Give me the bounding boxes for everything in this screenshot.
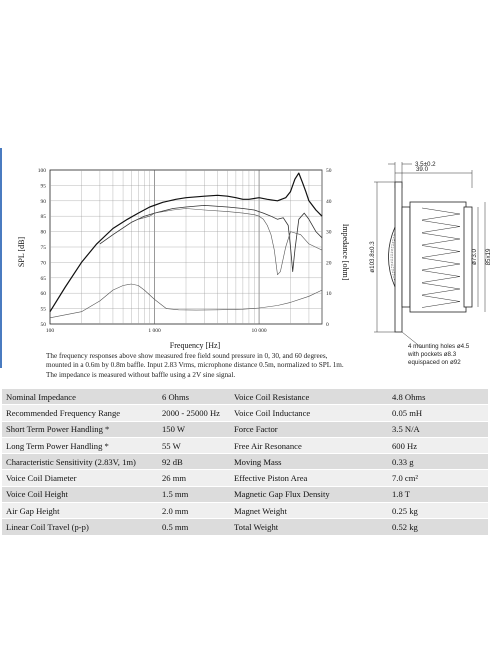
spec-row: [2, 503, 488, 519]
specifications-table: [2, 389, 488, 536]
x-tick-label: 1 000: [148, 328, 161, 334]
mounting-note-2: with pockets ø8.3: [408, 351, 457, 358]
spec-value: 1.8 T: [388, 486, 488, 502]
spec-label: Air Gap Height: [2, 503, 158, 519]
spec-label: Magnetic Gap Flux Density: [230, 486, 388, 502]
y-tick-label: 85: [40, 214, 46, 221]
spec-value: 0.05 mH: [388, 405, 488, 421]
spec-value: 1.5 mm: [158, 486, 230, 502]
spec-label: Voice Coil Diameter: [2, 470, 158, 486]
spec-row: [2, 421, 488, 437]
spec-label: Long Term Power Handling *: [2, 437, 158, 453]
y-tick-label: 55: [40, 306, 46, 313]
mounting-note-1: 4 mounting holes ø4.5: [408, 343, 470, 350]
spec-value: 0.25 kg: [388, 503, 488, 519]
y-tick-label: 90: [40, 198, 46, 205]
dim-inner: ø73.0: [471, 249, 478, 265]
spec-label: Linear Coil Travel (p-p): [2, 519, 158, 535]
x-axis-label: Frequency [Hz]: [169, 341, 221, 350]
y-tick-label: 60: [40, 291, 46, 298]
y2-tick-label: 10: [326, 291, 332, 298]
y-tick-label: 80: [40, 229, 46, 236]
spec-value: 3.5 N/A: [388, 421, 488, 437]
spec-label: Short Term Power Handling *: [2, 421, 158, 437]
y2-axis-label: Impedance [ohm]: [341, 223, 350, 281]
spec-value: 26 mm: [158, 470, 230, 486]
spec-value: 0.52 kg: [388, 519, 488, 535]
chart-caption: The frequency responses above show measured free field sound pressure in 0, 30, and 60 degrees, mounted in a 0.6m by 0.8m baffle. Input 2.83 Vrms, microphone distance 0.5m, normalized to SPL 1m. The impedance is measured without baffle using a 2V sine signal.: [46, 352, 344, 379]
spec-label: Free Air Resonance: [230, 437, 388, 453]
spec-label: Magnet Weight: [230, 503, 388, 519]
spec-value: 150 W: [158, 421, 230, 437]
spec-label: Recommended Frequency Range: [2, 405, 158, 421]
dim-right: 85x19: [485, 248, 492, 266]
spec-value: 92 dB: [158, 454, 230, 470]
y2-tick-label: 50: [326, 168, 332, 174]
y-tick-label: 50: [40, 322, 46, 328]
spec-row: [2, 486, 488, 502]
spec-label: Nominal Impedance: [2, 389, 158, 405]
spec-row: [2, 454, 488, 470]
spec-value: 0.5 mm: [158, 519, 230, 535]
dim-top: 3.5±0.2: [415, 161, 436, 168]
x-tick-label: 10 000: [251, 328, 267, 334]
spec-row: [2, 519, 488, 535]
mounting-note-3: equispaced on ø92: [408, 359, 461, 366]
spec-label: Voice Coil Inductance: [230, 405, 388, 421]
spec-value: 2.0 mm: [158, 503, 230, 519]
dim-left: ø103.8±0.3: [369, 241, 376, 273]
spec-value: 0.33 g: [388, 454, 488, 470]
y-tick-label: 65: [40, 275, 46, 282]
spec-label: Voice Coil Height: [2, 486, 158, 502]
spec-value: 2000 - 25000 Hz: [158, 405, 230, 421]
accent-bar: [0, 148, 2, 368]
spec-row: [2, 470, 488, 486]
chart-grid: [50, 170, 322, 324]
y2-tick-label: 40: [326, 198, 332, 205]
y-axis-label: SPL [dB]: [17, 236, 26, 268]
spec-label: Force Factor: [230, 421, 388, 437]
spec-label: Effective Piston Area: [230, 470, 388, 486]
dim-width: 39.0: [415, 166, 429, 173]
y-tick-label: 100: [37, 168, 46, 174]
spec-label: Voice Coil Resistance: [230, 389, 388, 405]
spec-value: 600 Hz: [388, 437, 488, 453]
spec-value: 55 W: [158, 437, 230, 453]
spec-value: 7.0 cm²: [388, 470, 488, 486]
y2-tick-label: 30: [326, 229, 332, 236]
x-tick-label: 100: [45, 328, 55, 334]
frequency-response-chart: [10, 160, 350, 356]
y-tick-label: 95: [40, 183, 46, 190]
spec-label: Moving Mass: [230, 454, 388, 470]
spec-label: Characteristic Sensitivity (2.83V, 1m): [2, 454, 158, 470]
tweeter-dimension-drawing: [360, 152, 492, 374]
spec-row: [2, 405, 488, 421]
spec-value: 6 Ohms: [158, 389, 230, 405]
y-tick-label: 75: [40, 245, 46, 251]
y-tick-label: 70: [40, 260, 46, 267]
spec-row: [2, 437, 488, 453]
spec-value: 4.8 Ohms: [388, 389, 488, 405]
spec-row: [2, 389, 488, 405]
spec-label: Total Weight: [230, 519, 388, 535]
y2-tick-label: 0: [326, 322, 329, 328]
y2-tick-label: 20: [326, 260, 332, 267]
